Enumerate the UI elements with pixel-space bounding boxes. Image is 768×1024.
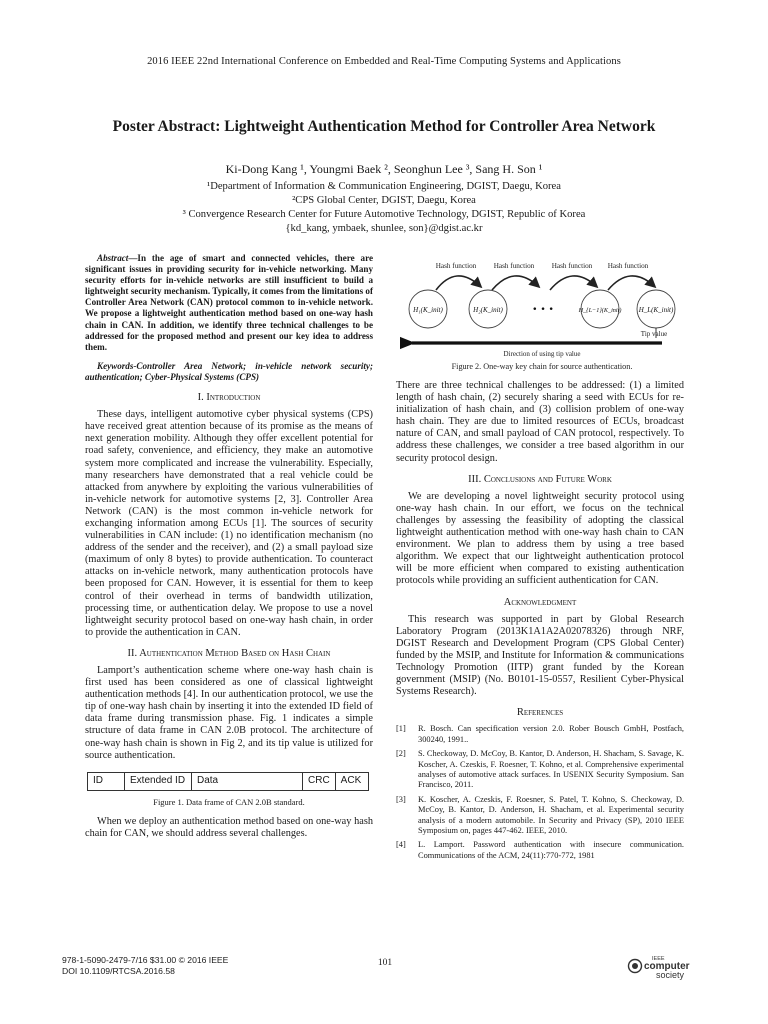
affiliation-2: ²CPS Global Center, DGIST, Daegu, Korea: [292, 195, 476, 206]
logo-ieee-text: IEEE: [652, 956, 665, 962]
references-heading: References: [516, 707, 564, 719]
left-column: [85, 253, 373, 840]
reference-list: [396, 724, 684, 861]
affiliation-3: ³ Convergence Research Center for Future Automotive Technology, DGIST, Republic of Korea: [182, 209, 586, 220]
hash-function-label-3: Hash function: [551, 262, 593, 270]
frame-cell-crc: CRC: [303, 772, 336, 790]
reference-text: S. Checkoway, D. McCoy, B. Kantor, D. Anderson, H. Shacham, S. Savage, K. Koscher, A. Czeskis, F. Roesner, T. Kohno, et al. Comprehensive experimental analyses of automotive attack surfaces. In USENIX Security Symposium. San Francisco, 2011.: [418, 749, 684, 790]
reference-item: [396, 840, 684, 861]
chain-node-1-label: H₁(K_init): [413, 306, 443, 314]
reference-number: [1]: [396, 724, 406, 734]
abstract: [85, 253, 373, 353]
hash-arrow-3: [550, 276, 596, 290]
chain-node-2-label: H₂(K_init): [473, 306, 503, 314]
author-emails: {kd_kang, ymbaek, shunlee, son}@dgist.ac.kr: [285, 223, 483, 234]
paper-title: Poster Abstract: Lightweight Authentication Method for Controller Area Network: [112, 118, 656, 135]
conference-header: 2016 IEEE 22nd International Conference on Embedded and Real-Time Computing Systems and Applications: [147, 56, 621, 67]
figure-1-caption: Figure 1. Data frame of CAN 2.0B standard.: [153, 796, 305, 807]
reference-number: [3]: [396, 794, 406, 804]
footer-isbn: 978-1-5090-2479-7/16 $31.00 © 2016 IEEE: [62, 955, 229, 965]
frame-cell-id: ID: [88, 772, 125, 790]
reference-text: R. Bosch. Can specification version 2.0. Rober Bousch GmbH, Postfach, 300240, 1991..: [418, 724, 684, 744]
logo-society-text: society: [656, 970, 685, 980]
keywords: Keywords-Controller Area Network; in-vehicle network security; authentication; Cyber-Physical Systems (CPS): [85, 360, 373, 382]
acknowledgment-heading: Acknowledgment: [503, 596, 577, 608]
reference-item: [396, 724, 684, 745]
frame-cell-data: Data: [192, 772, 303, 790]
figure-2-caption: Figure 2. One-way key chain for source authentication.: [451, 362, 633, 371]
challenges-text: There are three technical challenges to be addressed: (1) a limited length of hash chain, (2) securely sharing a seed with ECUs for re-initialization of hash chain, and (3) collision problem of one-way hash chain. They are due to limited resources of ECUs, broadcast nature of CAN, and small payload of CAN protocol, respectively. To address these challenges, we consider a tree based algorithm in our security protocol design.: [396, 380, 684, 464]
reference-item: [396, 749, 684, 791]
tip-value-label: Tip value: [640, 330, 668, 338]
hash-arrow-1: [436, 276, 480, 290]
affiliation-1: ¹Department of Information & Communication Engineering, DGIST, Daegu, Korea: [207, 181, 561, 192]
reference-item: [396, 795, 684, 837]
conclusion-text: We are developing a novel lightweight security protocol using one-way hash chain. In our effort, we focus on the technical challenges by assessing the feasibility of adopting the classical lightweight authentication method with one-way hash chain to CAN environment. We plan to address them by using a tree based algorithm. We expect that our lightweight authentication protocol will be more efficient when compared to existing authentication protocols while providing an sufficient authentication for CAN.: [396, 490, 684, 587]
abstract-label: Abstract: [97, 253, 129, 263]
method-text: Lamport’s authentication scheme where one-way hash chain is first used has been considered as one of classical lightweight authentication methods [4]. In our authentication protocol, we use the tip of one-way hash chain by inserting it into the extended ID field of data frame during transmission phase. Fig. 1 indicates a simple structure of data frame in CAN 2.0B protocol. The architecture of one-way hash chain is shown in Fig 2, and its tip value is utilized for source authentication.: [85, 665, 373, 761]
frame-cell-extended-id: Extended ID: [125, 772, 192, 790]
reference-number: [4]: [396, 840, 406, 850]
footer-copyright: [62, 955, 228, 977]
hash-arrow-4: [608, 276, 654, 290]
right-column: [396, 380, 684, 865]
hash-function-label-1: Hash function: [435, 262, 477, 270]
chain-ellipsis: • • •: [532, 305, 554, 315]
hash-function-label-4: Hash function: [607, 262, 649, 270]
frame-cell-ack: ACK: [335, 772, 368, 790]
direction-label: Direction of using tip value: [503, 350, 581, 358]
hash-arrow-2: [492, 276, 538, 290]
can-data-frame-figure: [87, 772, 369, 791]
figure-2-hash-chain-diagram: [400, 254, 684, 374]
section-introduction-heading: I. Introduction: [197, 392, 261, 404]
computer-society-logo-icon: [626, 952, 696, 982]
footer-doi: DOI 10.1109/RTCSA.2016.58: [62, 966, 175, 976]
hash-function-label-2: Hash function: [493, 262, 535, 270]
introduction-text: These days, intelligent automotive cyber physical systems (CPS) have received great attention because of its promise as the means of next generation mobility. Although they offer excellent potential for road safety, convenience, and efficiency, they make an automotive system more complicated and increase the vulnerability. Especially, many researchers have demonstrated that a real vehicle could be attacked from anywhere by exploiting the various vulnerabilities of in-vehicle network for automotive systems [2, 3]. Controller Area Network (CAN) is the most common in-vehicle network for exchanging information among ECUs [1]. The sources of security vulnerabilities in CAN include: (1) no identification mechanism (no address of the sender and the receiver), and (2) a small payload size (maximum of only 8 bytes) to provide authentication. To counteract attacks on in-vehicle network, many authentication protocols have been proposed for CAN. However, it is essential for them to keep control of their overhead in terms of bandwidth utilization, processing time, or authentication delay. We propose to use a novel lightweight security protocol based on one-way hash chain, in order to provide the authentication in CAN.: [85, 409, 373, 638]
abstract-text: —In the age of smart and connected vehicles, there are significant issues in providing security for in-vehicle networking. Many security efforts for in-vehicle networks are still insufficient to build a lightweight security mechanism. Typically, it comes from the limitations of Controller Area Network (CAN) protocol common to in-vehicle network. We propose a lightweight authentication method based on one-way hash chain in CAN. In addition, we identify three technical challenges to be addressed for the proposed method and present our key idea to address them.: [85, 253, 373, 352]
logo-computer-text: computer: [644, 961, 690, 972]
section-conclusion-heading: III. Conclusions and Future Work: [468, 473, 612, 485]
chain-node-3-label: H_{L−1}(K_init): [578, 307, 622, 314]
section-method-heading: II. Authentication Method Based on Hash Chain: [127, 647, 331, 659]
page-number: 101: [377, 958, 393, 968]
reference-number: [2]: [396, 749, 406, 759]
chain-node-4-label: H_L(K_init): [638, 306, 674, 314]
author-list: Ki-Dong Kang ¹, Youngmi Baek ², Seonghun Lee ³, Sang H. Son ¹: [225, 162, 543, 176]
after-figure-1-text: When we deploy an authentication method based on one-way hash chain for CAN, we should address several challenges.: [85, 815, 373, 839]
ieee-computer-society-logo: [626, 952, 696, 987]
reference-text: K. Koscher, A. Czeskis, F. Roesner, S. Patel, T. Kohno, S. Checkoway, D. McCoy, B. Kantor, D. Anderson, H. Shacham, et al. Experimental security analysis of a modern automobile. In Security and Privacy (SP), 2010 IEEE Symposium on, pages 447-462. IEEE, 2010.: [418, 794, 684, 835]
reference-text: L. Lamport. Password authentication with insecure communication. Communications of the ACM, 24(11):770-772, 1981: [418, 840, 684, 860]
acknowledgment-text: This research was supported in part by Global Research Laboratory Program (2013K1A1A2A02078326) through NRF, DGIST Research and Development Program (CPS Global Center) funded by the MSIP, and Institute for Information & communications Technology Promotion (IITP) grant funded by the Korean government (MSIP) (No. B0101-15-0557, Resilient Cyber-Physical Systems Research).: [396, 613, 684, 698]
